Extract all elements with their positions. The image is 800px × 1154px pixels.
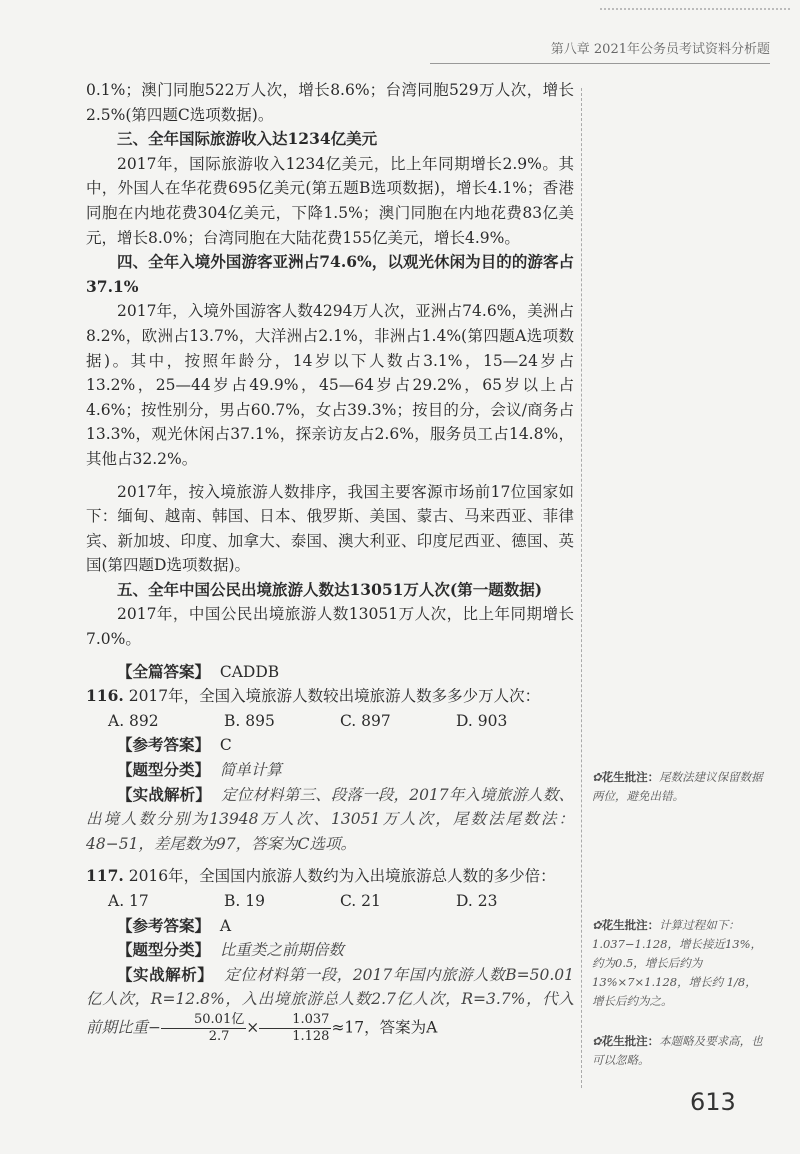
option-b: B. 19	[224, 892, 265, 910]
note-text: 本题略及要求高，也可以忽略。	[592, 1034, 763, 1067]
note-label: 花生批注：	[601, 1034, 660, 1048]
note-icon: ✿	[592, 1034, 602, 1048]
option-d: D. 903	[456, 711, 508, 730]
fraction: $\frac{\text{50.01亿}}{2.7}$	[161, 1012, 246, 1045]
all-answers-value: CADDB	[219, 662, 280, 681]
question-type	[86, 938, 574, 963]
main-content	[86, 78, 574, 1045]
section-heading: 三、全年国际旅游收入达1234亿美元	[117, 129, 378, 149]
analysis-text: 定位材料第三、段落一段，2017年入境旅游人数、出境人数分别为13948万人次、13051万人次，尾数法尾数法：48−51，差尾数为97，答案为C选项。	[86, 785, 575, 853]
question-text: 2017年，全国入境旅游人数较出境旅游人数多多少万人次：	[128, 687, 541, 706]
paragraph: 2017年，中国公民出境旅游人数13051万人次，比上年同期增长7.0%。	[86, 605, 574, 649]
fraction: $\frac{1.037}{1.128}$	[259, 1012, 331, 1045]
reference-answer	[86, 733, 574, 758]
question-options	[86, 709, 574, 734]
option-a: A. 892	[108, 711, 159, 730]
answer-value: A	[219, 916, 232, 935]
option-c: C. 21	[340, 892, 381, 910]
analysis	[86, 783, 574, 857]
type-value: 比重类之前期倍数	[219, 941, 344, 960]
page-number: 613	[690, 1088, 736, 1116]
section-heading: 五、全年中国公民出境旅游人数达13051万人次(第一题数据)	[117, 579, 543, 599]
question-text: 2016年，全国国内旅游人数约为入出境旅游总人数的多少倍：	[128, 867, 556, 886]
note-icon: ✿	[592, 770, 602, 784]
chapter-title: 第八章 2021年公务员考试资料分析题	[550, 42, 770, 57]
type-label: 【题型分类】	[117, 940, 211, 960]
answer-label: 【参考答案】	[117, 915, 211, 935]
side-note	[592, 1032, 767, 1070]
header-dots-decoration	[600, 8, 790, 12]
note-icon: ✿	[592, 918, 602, 932]
question-117	[86, 864, 574, 889]
option-d: D. 23	[456, 892, 498, 910]
margin-divider	[581, 88, 582, 1088]
all-answers	[86, 660, 574, 685]
page-header	[430, 38, 770, 64]
type-label: 【题型分类】	[117, 760, 211, 780]
side-note	[592, 768, 767, 806]
paragraph: 0.1%；澳门同胞522万人次，增长8.6%；台湾同胞529万人次，增长2.5%(第四题C选项数据)。	[86, 81, 574, 124]
paragraph: 2017年，按入境旅游人数排序，我国主要客源市场前17位国家如下：缅甸、越南、韩国、日本、俄罗斯、美国、蒙古、马来西亚、菲律宾、新加坡、印度、加拿大、泰国、澳大利亚、印度尼西亚、德国、英国(第四题D选项数据)。	[86, 482, 574, 575]
option-b: B. 895	[224, 711, 275, 730]
note-text: 计算过程如下：1.037−1.128，增长接近13%，约为0.5，增长后约为13%×7×1.128，增长约 1/8，增长后约为之。	[592, 918, 763, 1008]
note-label: 花生批注：	[601, 918, 660, 932]
question-number: 116.	[86, 686, 124, 706]
section-heading: 四、全年入境外国游客亚洲占74.6%，以观光休闲为目的的游客占37.1%	[86, 252, 574, 296]
reference-answer	[86, 914, 574, 939]
paragraph: 2017年，国际旅游收入1234亿美元，比上年同期增长2.9%。其中，外国人在华花费695亿美元(第五题B选项数据)，增长4.1%；香港同胞在内地花费304亿美元，下降1.5%；澳门同胞在内地花费83亿美元，增长8.0%；台湾同胞在大陆花费155亿美元，增长4.9%。	[86, 154, 574, 247]
note-text: 尾数法建议保留数据两位，避免出错。	[592, 770, 763, 803]
analysis-text: 定位材料第一段，2017年国内旅游人数B=50.01亿人次，R=12.8%，入出境旅游总人数2.7亿人次，R=3.7%，代入前期比重−	[86, 965, 574, 1037]
note-label: 花生批注：	[601, 770, 660, 784]
option-a: A. 17	[108, 892, 149, 910]
analysis-label: 【实战解析】	[117, 784, 212, 804]
question-type	[86, 758, 574, 783]
option-c: C. 897	[340, 711, 391, 730]
side-note	[592, 916, 767, 1011]
paragraph: 2017年，入境外国游客人数4294万人次，亚洲占74.6%，美洲占8.2%，欧洲占13.7%，大洋洲占2.1%，非洲占1.4%(第四题A选项数据)。其中，按照年龄分，14岁以下人数占3.1%，15—24岁占13.2%，25—44岁占49.9%，45—64岁占29.2%，65岁以上占4.6%；按性别分，男占60.7%，女占39.3%；按目的分，会议/商务占13.3%，观光休闲占37.1%，探亲访友占2.6%，服务员工占14.8%，其他占32.2%。	[86, 302, 574, 468]
analysis-label: 【实战解析】	[117, 964, 214, 984]
answer-label: 【参考答案】	[117, 735, 211, 755]
question-options	[86, 889, 574, 914]
analysis: 【实战解析】 定位材料第一段，2017年国内旅游人数B=50.01亿人次，R=12.8%，入出境旅游总人数2.7亿人次，R=3.7%，代入前期比重− $\frac{\text{50.01亿}}{2.7}$ × $\frac{1.037}{1.128}$ ≈17，答案为A	[86, 964, 574, 1044]
question-number: 117.	[86, 866, 124, 886]
all-answers-label: 【全篇答案】	[117, 661, 211, 681]
type-value: 简单计算	[219, 761, 282, 780]
answer-value: C	[219, 736, 232, 755]
analysis-text-end: ≈17，答案为A	[331, 1018, 438, 1037]
question-116	[86, 684, 574, 709]
